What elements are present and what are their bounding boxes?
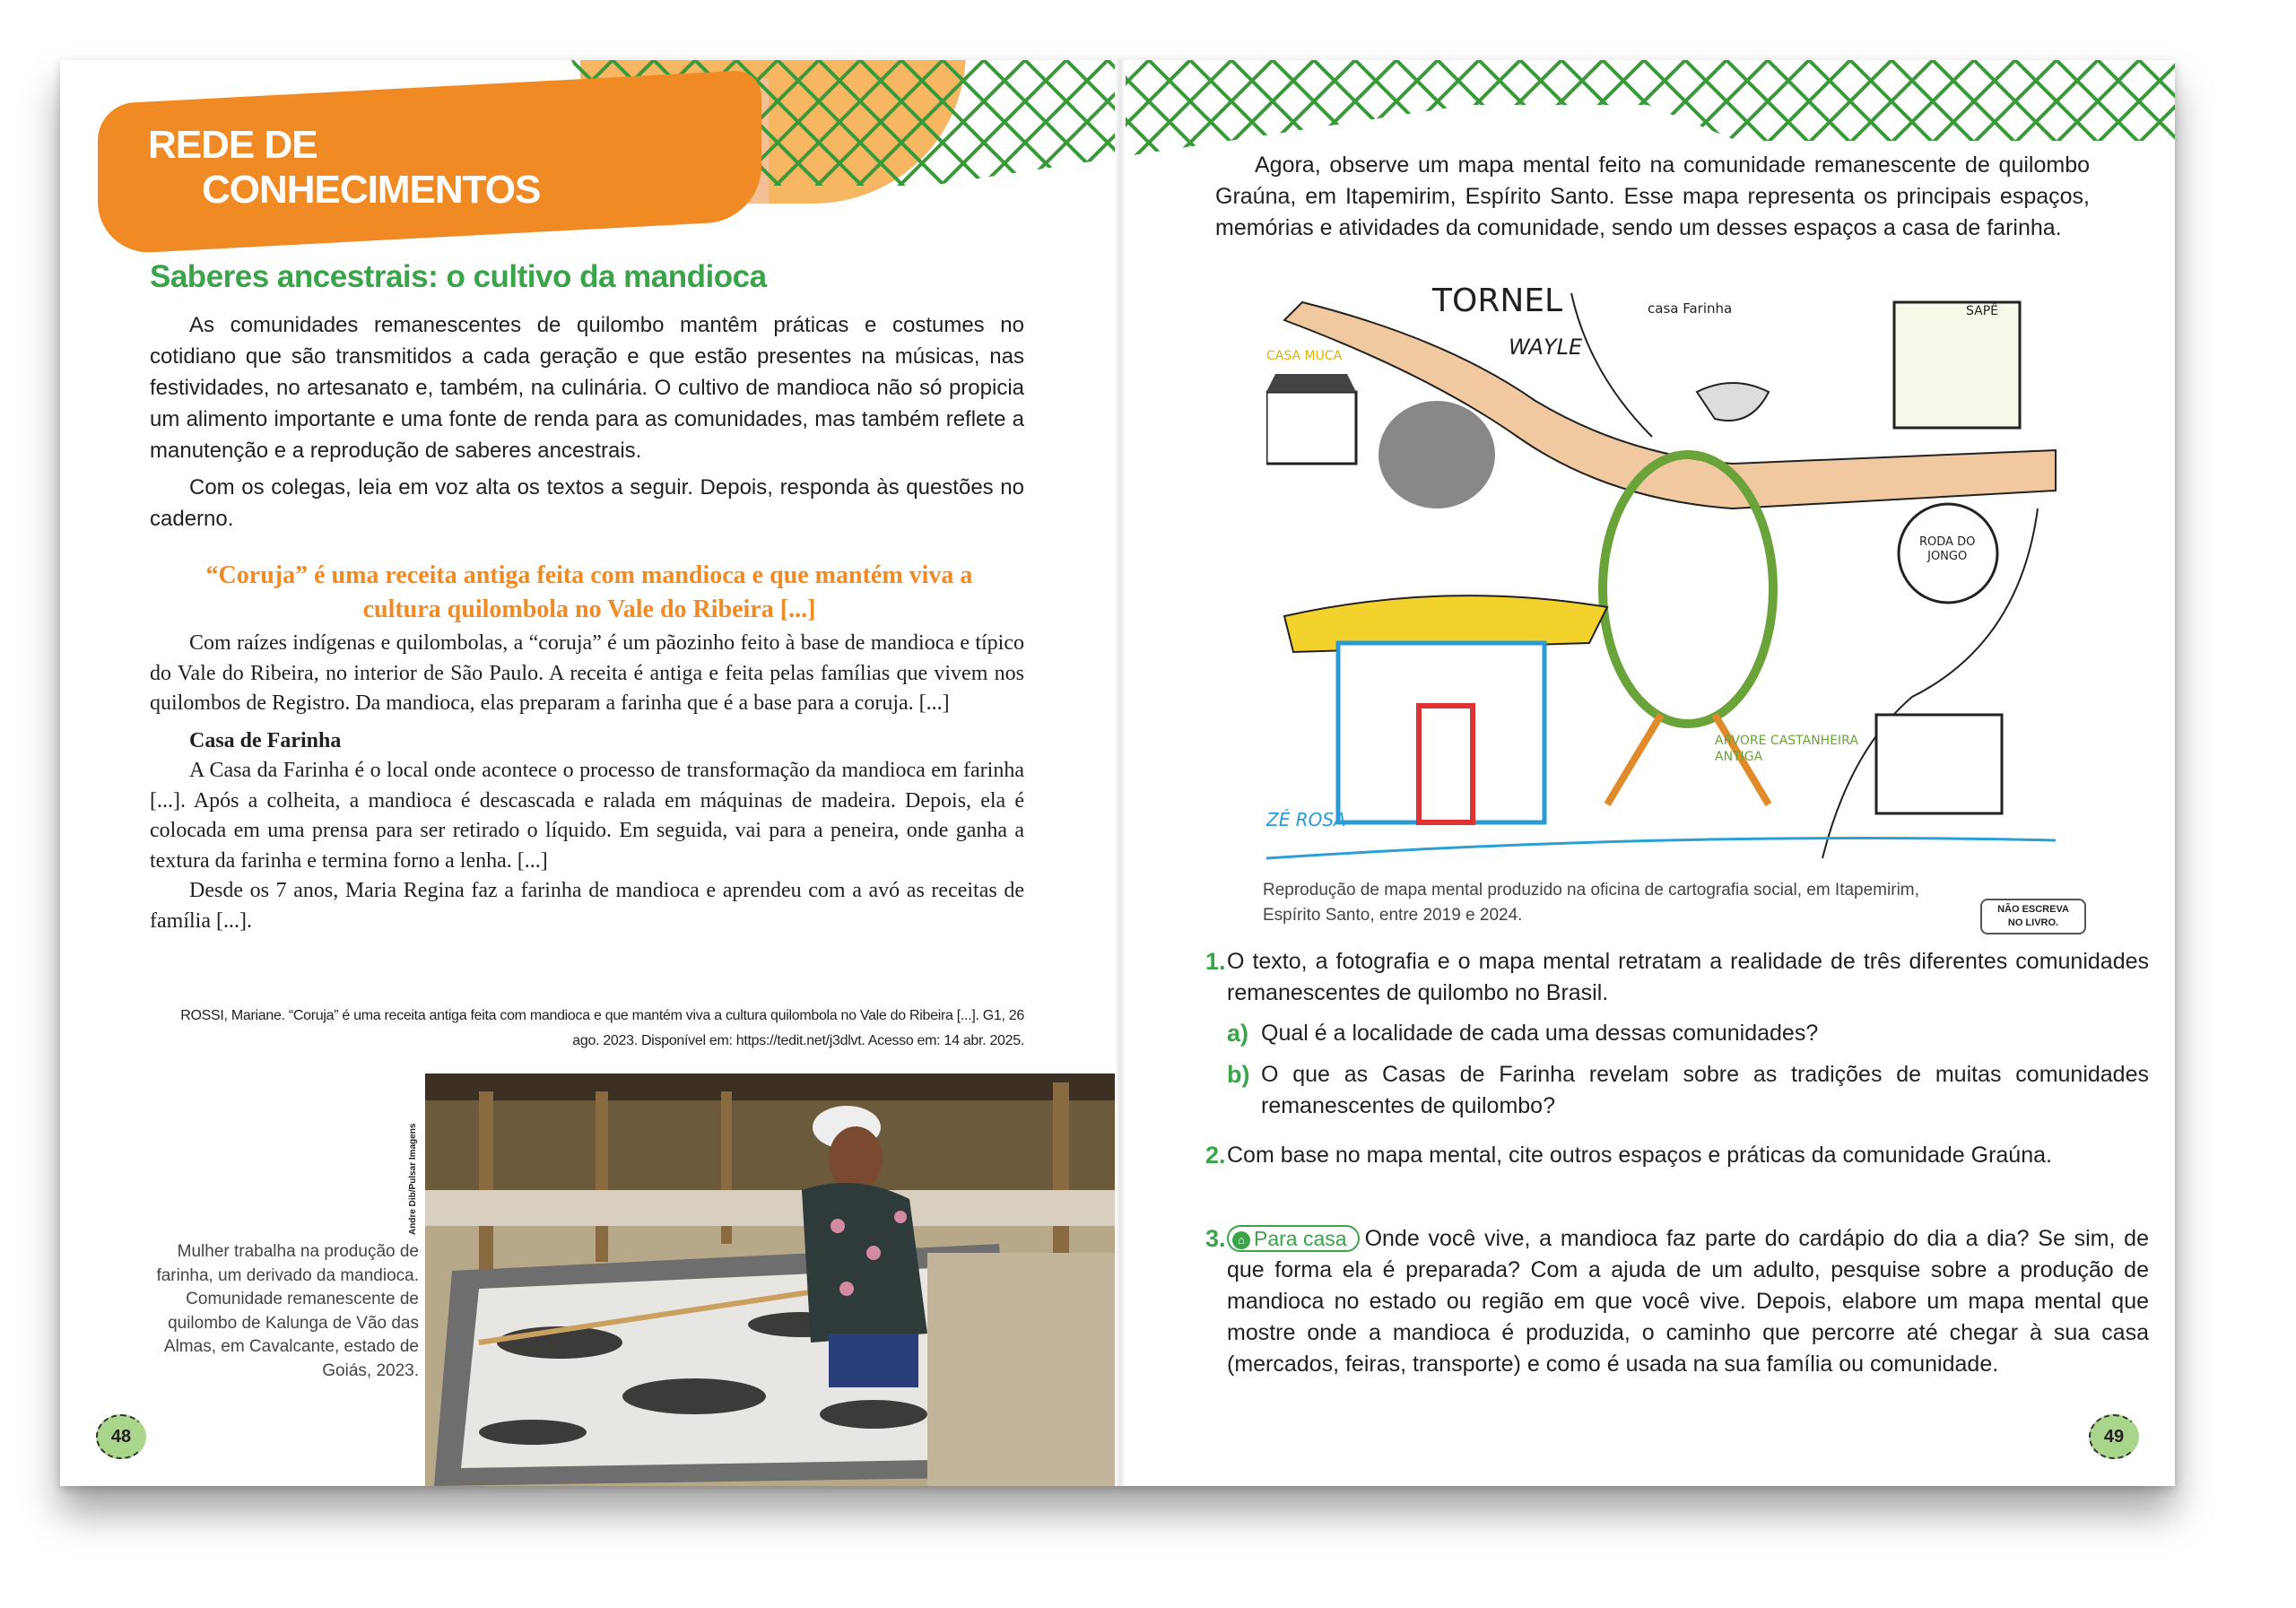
farinha-photo [425,1073,1115,1486]
article-text: Com raízes indígenas e quilombolas, a “coruja” é um pãozinho feito à base de mandioca e típico do Vale do Ribeira, no interior de São Paulo. A receita é antiga e feita pelas famílias que vivem nos quilombos de Registro. Da mandioca, elas preparam a farinha que é a base para a coruja. [...] Casa de Farinha A Casa da Farinha é o local onde acontece o processo de transformação da mandioca em farinha [...]. Após a colheita, a mandioca é descascada e ralada em máquinas de madeira. Depois, ela é colocada em uma prensa para ser retirado o líquido. Em seguida, vai para a peneira, onde ganha a textura da farinha e termina forno a lenha. [...] Desde os 7 anos, Maria Regina faz a farinha de mandioca e aprendeu com a avó as receitas de família [...]. [150,631,1024,933]
question-1: 1. O texto, a fotografia e o mapa mental retratam a realidade de três diferentes comunidades remanescentes de quilombo no Brasil. [1205,948,2149,1005]
map-label-tornel: TORNEL [1432,282,1563,319]
question-2: 2. Com base no mapa mental, cite outros espaços e práticas da comunidade Graúna. [1205,1142,2052,1169]
mental-map-drawing [1266,284,2065,867]
photo-credit: Andre Dib/Pulsar Imagens [408,1123,418,1235]
intro-text: As comunidades remanescentes de quilombo mantêm práticas e costumes no cotidiano que são transmitidos a cada geração e que estão presentes na músicas, nas festividades, no artesanato e, também, na culinária. O cultivo de mandioca não só propicia um alimento importante e uma fonte de renda para as comunidades, mas também reflete a manutenção e a reprodução de saberes ancestrais. Com os colegas, leia em voz alta os textos a seguir. Depois, responda às questões no caderno. [150,313,1024,531]
para-casa-tag: ⌂ Para casa [1227,1225,1360,1252]
map-label-arvore: ARVORE CASTANHEIRA ANTIGA [1715,734,1858,764]
book-spread [60,60,2175,1486]
section-heading: Saberes ancestrais: o cultivo da mandioca [150,259,767,294]
question-1a: a) Qual é a localidade de cada uma dessas comunidades? [1227,1020,1819,1047]
map-label-wayle: WAYLE [1509,335,1583,360]
home-icon: ⌂ [1232,1231,1250,1249]
question-1b: b) O que as Casas de Farinha revelam sobre as tradições de muitas comunidades remanescentes de quilombo? [1227,1061,2149,1118]
section-title: REDE DE CONHECIMENTOS [148,123,541,212]
map-intro-text: Agora, observe um mapa mental feito na comunidade remanescente de quilombo Graúna, em Itapemirim, Espírito Santo. Esse mapa representa os principais espaços, memórias e atividades da comunidade, sendo um desses espaços a casa de farinha. [1215,152,2090,240]
map-label-sape: SAPÊ [1966,304,1999,318]
photo-caption: Mulher trabalha na produção de farinha, um derivado da mandioca. Comunidade remanescente de quilombo de Kalunga de Vão das Almas, em Cavalcante, estado de Goiás, 2023. [156,1242,419,1380]
map-label-ze-rosa: ZÉ ROSA [1266,809,1346,830]
nao-escreva-badge: NÃO ESCREVA NO LIVRO. [1980,899,2086,934]
article-subheading: Casa de Farinha [189,728,342,752]
article-title: “Coruja” é uma receita antiga feita com mandioca e que mantém viva a cultura quilombola no Vale do Ribeira [...] [205,561,973,623]
page-number-49: 49 [2089,1414,2139,1459]
map-label-casa-muca: CASA MUCA [1266,349,1343,363]
map-caption: Reprodução de mapa mental produzido na oficina de cartografia social, em Itapemirim, Espírito Santo, entre 2019 e 2024. [1263,881,1919,925]
page-number-48: 48 [96,1414,146,1459]
page-gutter [1115,60,1126,1486]
map-label-roda-jongo: RODA DO JONGO [1919,535,1976,563]
question-3: 3. ⌂ Para casa Onde você vive, a mandioca faz parte do cardápio do dia a dia? Se sim, de que forma ela é preparada? Com a ajuda de um adulto, pesquise sobre a produção de mandioca no estado ou região em que você vive. Depois, elabore um mapa mental que mostre onde a mandioca é produzida, o caminho que percorre até chegar à sua casa (mercados, feiras, transporte) e como é usada na sua família ou comunidade. [1205,1225,2149,1377]
article-citation: ROSSI, Mariane. “Coruja” é uma receita antiga feita com mandioca e que mantém viva a cultura quilombola no Vale do Ribeira [...]. G1, 26 ago. 2023. Disponível em: https://tedit.net/j3dlvt. Acesso em: 14 abr. 2025. [180,1008,1024,1048]
map-label-casa-farinha: casa Farinha [1648,300,1733,317]
